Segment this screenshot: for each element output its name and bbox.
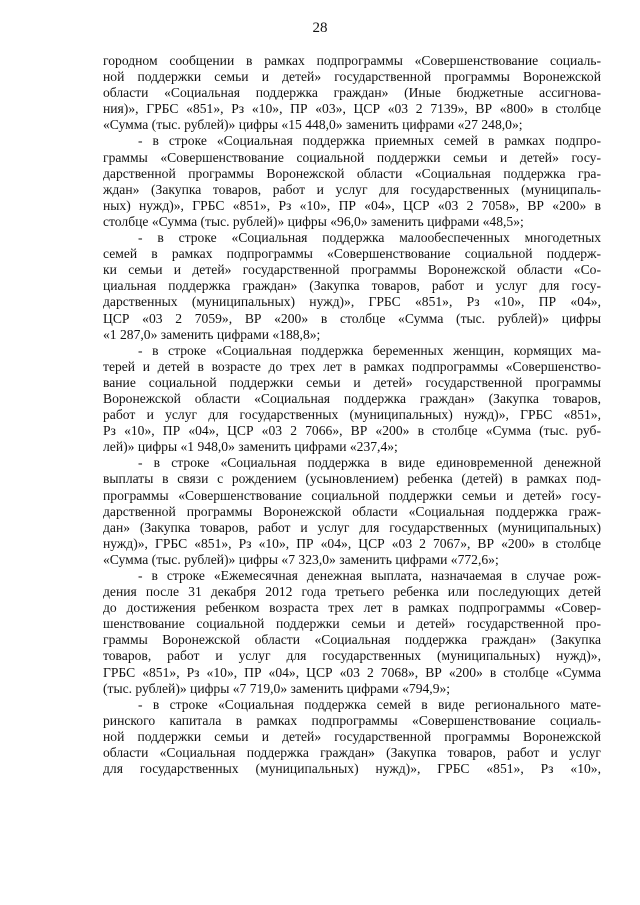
text-line: столбце «Сумма (тыс. рублей)» цифры «96,0» заменить цифрами «48,5»; xyxy=(103,213,524,229)
text-line: Рз «10», ПР «04», ЦСР «03 2 7066», ВР «200» в столбце «Сумма (тыс. руб- xyxy=(103,423,601,439)
text-line: нужд)», ГРБС «851», Рз «10», ПР «04», ЦСР «03 2 7067», ВР «200» в столбце xyxy=(103,535,601,551)
text-line: «1 287,0» заменить цифрами «188,8»; xyxy=(103,326,321,342)
paragraph xyxy=(103,133,601,230)
text-line: программы «Совершенствование социальной поддержки семьи и детей» госу- xyxy=(103,487,601,503)
text-line: до достижения ребенком возраста трех лет в рамках подпрограммы «Совер- xyxy=(103,600,601,616)
text-line: - в строке «Социальная поддержка семей в виде регионального мате- xyxy=(138,696,601,712)
text-line: для государственных (муниципальных) нужд)», ГРБС «851», Рз «10», xyxy=(103,761,601,777)
text-line: ки семьи и детей» государственной программы Воронежской области «Со- xyxy=(103,262,601,278)
document-body xyxy=(103,53,601,777)
text-line: «Сумма (тыс. рублей)» цифры «7 323,0» заменить цифрами «772,6»; xyxy=(103,551,499,567)
text-line: Воронежской области «Социальная поддержка граждан» (Закупка товаров, xyxy=(103,390,601,406)
text-line: - в строке «Социальная поддержка малообеспеченных многодетных xyxy=(138,230,601,246)
paragraph xyxy=(103,53,601,133)
text-line: работ и услуг для государственных (муниципальных) нужд)», ГРБС «851», xyxy=(103,407,601,423)
text-line: ждан» (Закупка товаров, работ и услуг для государственных (муниципаль- xyxy=(103,181,601,197)
text-line: граммы «Совершенствование социальной поддержки семьи и детей» госу- xyxy=(103,149,601,165)
text-line: «Сумма (тыс. рублей)» цифры «15 448,0» заменить цифрами «27 248,0»; xyxy=(103,117,523,133)
text-line: области «Социальная поддержка граждан» (Иные бюджетные ассигнова- xyxy=(103,85,601,101)
text-line: ния)», ГРБС «851», Рз «10», ПР «03», ЦСР «03 2 7139», ВР «800» в столбце xyxy=(103,101,601,117)
text-line: дарственной программы Воронежской области «Социальная поддержка граж- xyxy=(103,503,601,519)
text-line: вание социальной поддержки семьи и детей» государственной программы xyxy=(103,374,601,390)
text-line: выплаты в связи с рождением (усыновлением) ребенка (детей) в рамках под- xyxy=(103,471,601,487)
text-line: (тыс. рублей)» цифры «7 719,0» заменить цифрами «794,9»; xyxy=(103,680,451,696)
text-line: ЦСР «03 2 7059», ВР «200» в столбце «Сумма (тыс. рублей)» цифры xyxy=(103,310,601,326)
paragraph xyxy=(103,697,601,777)
text-line: циальная поддержка граждан» (Закупка товаров, работ и услуг для госу- xyxy=(103,278,601,294)
text-line: граммы Воронежской области «Социальная поддержка граждан» (Закупка xyxy=(103,632,601,648)
text-line: дан» (Закупка товаров, работ и услуг для государственных (муниципальных) xyxy=(103,519,601,535)
text-line: товаров, работ и услуг для государственных (муниципальных) нужд)», xyxy=(103,648,601,664)
text-line: дарственной программы Воронежской области «Социальная поддержка гра- xyxy=(103,165,601,181)
text-line: ной поддержки семьи и детей» государственной программы Воронежской xyxy=(103,728,601,744)
text-line: ГРБС «851», Рз «10», ПР «04», ЦСР «03 2 7068», ВР «200» в столбце «Сумма xyxy=(103,664,601,680)
text-line: дения после 31 декабря 2012 года третьего ребенка или последующих детей xyxy=(103,584,601,600)
text-line: - в строке «Социальная поддержка в виде единовременной денежной xyxy=(138,455,601,471)
text-line: городном сообщении в рамках подпрограммы «Совершенствование социаль- xyxy=(103,53,601,68)
text-line: терей и детей в возрасте до трех лет в рамках подпрограммы «Совершенство- xyxy=(103,358,601,374)
text-line: лей)» цифры «1 948,0» заменить цифрами «237,4»; xyxy=(103,439,398,455)
text-line: ринского капитала в рамках подпрограммы «Совершенствование социаль- xyxy=(103,712,601,728)
paragraph xyxy=(103,230,601,343)
paragraph xyxy=(103,343,601,456)
text-line: дарственных (муниципальных) нужд)», ГРБС «851», Рз «10», ПР «04», xyxy=(103,294,601,310)
text-line: шенствование социальной поддержки семьи и детей» государственной про- xyxy=(103,616,601,632)
text-line: - в строке «Социальная поддержка приемных семей в рамках подпро- xyxy=(138,133,601,149)
text-line: семей в рамках подпрограммы «Совершенствование социальной поддерж- xyxy=(103,246,601,262)
text-line: - в строке «Ежемесячная денежная выплата, назначаемая в случае рож- xyxy=(138,568,601,583)
paragraph xyxy=(103,568,601,697)
page-number: 28 xyxy=(312,20,328,36)
text-line: ных) нужд)», ГРБС «851», Рз «10», ПР «04», ЦСР «03 2 7058», ВР «200» в xyxy=(103,197,601,213)
text-line: ной поддержки семьи и детей» государственной программы Воронежской xyxy=(103,69,601,85)
paragraph xyxy=(103,455,601,568)
text-line: - в строке «Социальная поддержка беременных женщин, кормящих ма- xyxy=(138,342,601,358)
text-line: области «Социальная поддержка граждан» (Закупка товаров, работ и услуг xyxy=(103,745,601,761)
